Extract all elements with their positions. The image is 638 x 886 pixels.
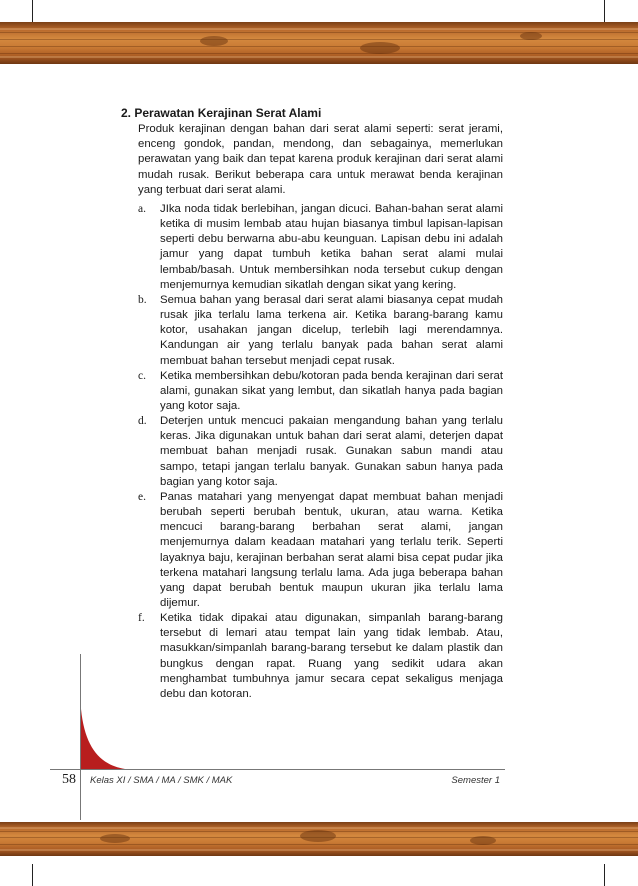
list-item	[121, 490, 503, 611]
crop-mark	[32, 864, 33, 886]
list-item	[121, 202, 503, 293]
item-marker: c.	[138, 369, 146, 382]
red-corner-accent	[81, 709, 125, 769]
item-text: Ketika membersihkan debu/kotoran pada benda kerajinan dari serat alami, gunakan sikat yang lembut, dan sikatlah hanya pada bagian yang kotor saja.	[160, 369, 503, 412]
item-marker: d.	[138, 415, 147, 428]
footer-horizontal-rule	[50, 769, 505, 770]
item-text: Semua bahan yang berasal dari serat alami biasanya cepat mudah rusak jika terlalu lama terkena air. Ketika barang-barang kamu kotor, usahakan jangan dicelup, terlebih lagi merendamnya. Kandungan air yang terlalu banyak pada bahan serat alami membuat bahan tersebut menjadi cepat rusak.	[160, 293, 503, 367]
item-marker: b.	[138, 293, 147, 306]
item-text: Panas matahari yang menyengat dapat membuat bahan menjadi berubah seperti berubah bentuk, ukuran, atau warna. Ketika mencuci barang-barang berbahan serat alami, jangan menjemurnya dalam keadaan matahari yang terlalu terik. Seperti layaknya baju, kerajinan berbahan serat alami bisa cepat pudar jika terkena matahari langsung terlalu lama. Ada juga beberapa bahan yang dapat berubah bentuk maupun ukuran jika terlalu lama dijemur.	[160, 490, 503, 609]
list-item	[121, 293, 503, 369]
section-title: 2. Perawatan Kerajinan Serat Alami	[121, 106, 322, 120]
crop-mark	[604, 864, 605, 886]
item-marker: f.	[138, 612, 145, 625]
crop-mark	[604, 0, 605, 22]
item-text: Ketika tidak dipakai atau digunakan, simpanlah barang-barang tersebut di lemari atau tempat lain yang tidak lembab. Atau, masukkan/simpanlah barang-barang tersebut ke dalam plastik dan bungkus dengan rapat. Ruang yang sedikit udara akan menghambat tumbuhnya jamur secara cepat sekaligus menjaga debu dan kotoran.	[160, 612, 503, 700]
item-marker: a.	[138, 202, 146, 215]
footer-semester-label: Semester 1	[451, 775, 500, 786]
list-item	[121, 611, 503, 702]
list-item	[121, 369, 503, 414]
page-number: 58	[62, 772, 76, 787]
care-list	[121, 202, 503, 702]
item-marker: e.	[138, 490, 146, 503]
item-text: Deterjen untuk mencuci pakaian mengandung bahan yang terlalu keras. Jika digunakan untuk bahan dari serat alami, deterjen dapat membuat bahan menjadi rusak. Gunakan sabun mandi atau sampo, tetapi jangan terlalu banyak. Gunakan sabun hanya pada bagian yang kotor saja.	[160, 415, 503, 488]
section-intro: Produk kerajinan dengan bahan dari serat alami seperti: serat jerami, enceng gondok, pandan, mendong, dan sebagainya, memerlukan perawatan yang baik dan tepat karena produk kerajinan dari serat alami mudah rusak. Berikut beberapa cara untuk merawat benda kerajinan yang terbuat dari serat alami.	[138, 123, 503, 196]
crop-mark	[32, 0, 33, 22]
main-content	[121, 106, 503, 702]
item-text: JIka noda tidak berlebihan, jangan dicuci. Bahan-bahan serat alami ketika di musim lembab atau hujan biasanya timbul lapisan-lapisan seperti debu berwarna abu-abu keunguan. Lapisan debu ini adalah jamur yang dapat tumbuh ketika bahan serat alami mulai lembab/basah. Untuk membersihkan noda tersebut cukup dengan menjemurnya kemudian sikatlah dengan sikat yang kering.	[160, 202, 503, 291]
footer-class-label: Kelas XI / SMA / MA / SMK / MAK	[90, 775, 233, 786]
list-item	[121, 414, 503, 490]
bottom-wood-banner	[0, 822, 638, 856]
top-wood-banner	[0, 22, 638, 64]
